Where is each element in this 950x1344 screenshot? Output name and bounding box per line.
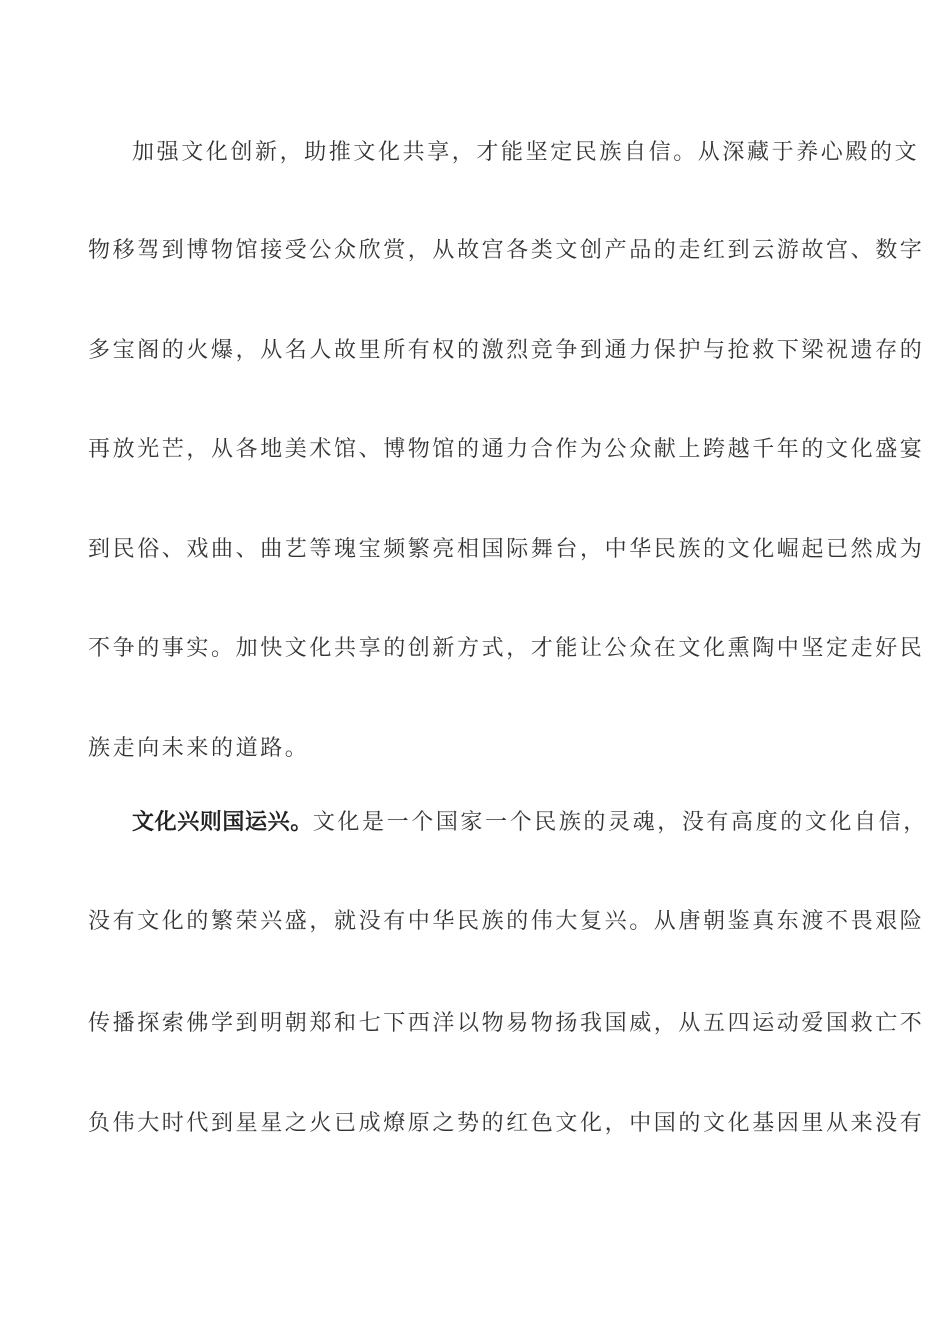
paragraph-1-line-3: 多宝阁的火爆，从名人故里所有权的激烈竞争到通力保护与抢救下梁祝遗存的 [88,338,925,363]
paragraph-2-line-2: 没有文化的繁荣兴盛，就没有中华民族的伟大复兴。从唐朝鉴真东渡不畏艰险 [88,909,925,934]
paragraph-1-line-5: 到民俗、戏曲、曲艺等瑰宝频繁亮相国际舞台，中华民族的文化崛起已然成为 [88,537,925,562]
paragraph-1-line-2: 物移驾到博物馆接受公众欣赏，从故宫各类文创产品的走红到云游故宫、数字 [88,238,925,263]
paragraph-2-line-4: 负伟大时代到星星之火已成燎原之势的红色文化，中国的文化基因里从来没有 [88,1111,925,1136]
paragraph-2-first-line-text: 文化是一个国家一个民族的灵魂，没有高度的文化自信， [312,810,928,835]
paragraph-1-line-1: 加强文化创新，助推文化共享，才能坚定民族自信。从深藏于养心殿的文 [132,140,920,165]
paragraph-2-line-3: 传播探索佛学到明朝郑和七下西洋以物易物扬我国威，从五四运动爱国救亡不 [88,1011,925,1036]
paragraph-1-line-7: 族走向未来的道路。 [88,736,310,761]
paragraph-1-line-4: 再放光芒，从各地美术馆、博物馆的通力合作为公众献上跨越千年的文化盛宴 [88,437,925,462]
paragraph-2-heading: 文化兴则国运兴。 [132,810,313,835]
paragraph-1-line-6: 不争的事实。加快文化共享的创新方式，才能让公众在文化熏陶中坚定走好民 [88,636,925,661]
paragraph-2-line-1 [132,808,928,838]
